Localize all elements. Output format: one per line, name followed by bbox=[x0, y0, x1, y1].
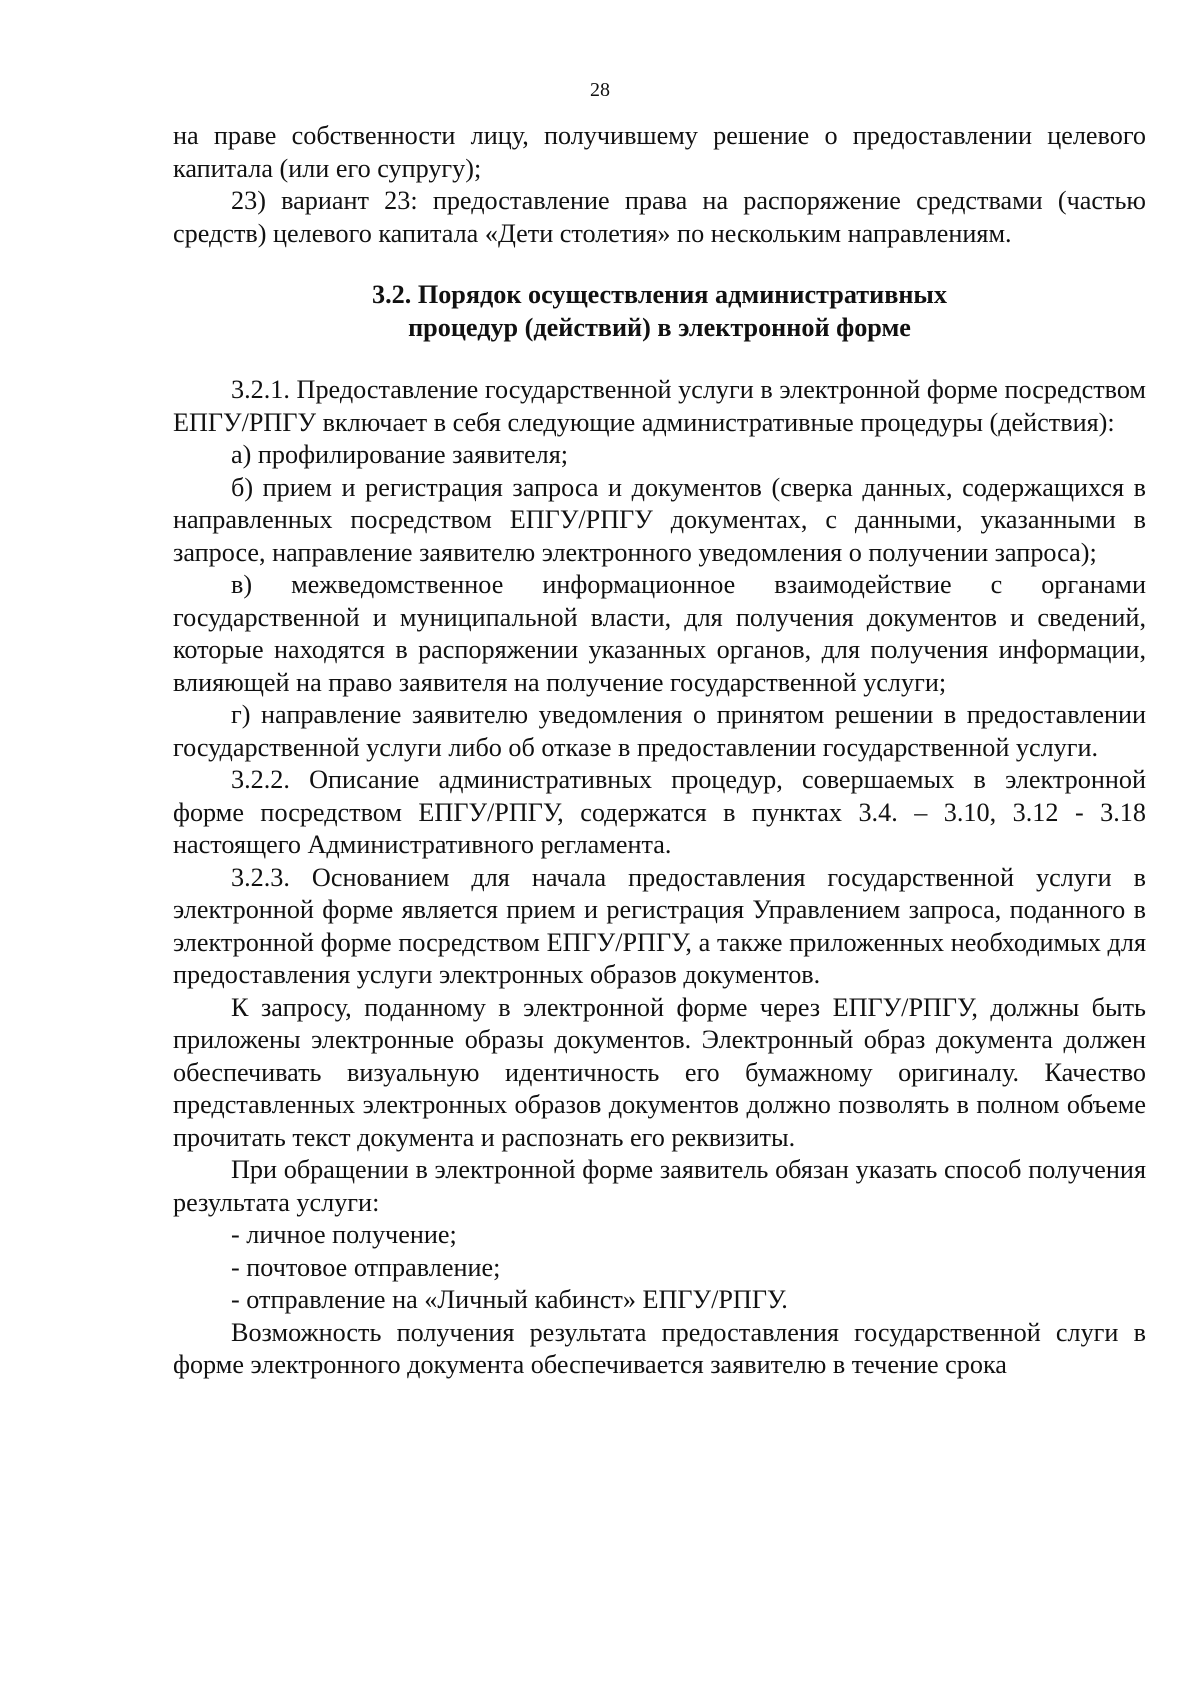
result-method-cabinet: - отправление на «Личный кабинст» ЕПГУ/РПГУ. bbox=[231, 1285, 788, 1314]
paragraph-obligation: При обращении в электронной форме заявитель обязан указать способ получения результата услуги: bbox=[173, 1155, 1146, 1217]
list-item-g: г) направление заявителю уведомления о принятом решении в предоставлении государственной услуги либо об отказе в предоставлении государственной услуги. bbox=[173, 700, 1146, 762]
result-method-postal: - почтовое отправление; bbox=[231, 1252, 501, 1282]
paragraph-3-2-2: 3.2.2. Описание административных процедур, совершаемых в электронной форме посредством ЕПГУ/РПГУ, содержатся в пунктах 3.4. – 3.10, 3.12 - 3.18 настоящего Административного регламента. bbox=[173, 765, 1146, 859]
paragraph-continuation: на праве собственности лицу, получившему решение о предоставлении целевого капитала (или его супругу); bbox=[173, 121, 1146, 183]
list-item-v: в) межведомственное информационное взаимодействие с органами государственной и муниципальной власти, для получения документов и сведений, которые находятся в распоряжении указанных органов, для получения информации, влияющей на право заявителя на получение государственной услуги; bbox=[173, 570, 1146, 697]
result-method-personal: - личное получение; bbox=[231, 1220, 457, 1249]
paragraph-request: К запросу, поданному в электронной форме через ЕПГУ/РПГУ, должны быть приложены электронные образы документов. Электронный образ документа должен обеспечивать визуальную идентичность его бумажному оригиналу. Качество представленных электронных образов документов должно позволять в полном объеме прочитать текст документа и распознать его реквизиты. bbox=[173, 992, 1146, 1152]
section-heading-line-1: 3.2. Порядок осуществления административных bbox=[372, 280, 947, 309]
document-body bbox=[173, 120, 1146, 1382]
list-item-b: б) прием и регистрация запроса и документов (сверка данных, содержащихся в направленных посредством ЕПГУ/РПГУ документах, с данными, указанными в запросе, направление заявителю электронного уведомления о получении запроса); bbox=[173, 472, 1146, 567]
paragraph-possibility: Возможность получения результата предоставления государственной слуги в форме электронного документа обеспечивается заявителю в течение срока bbox=[173, 1317, 1146, 1379]
page-number: 28 bbox=[590, 79, 610, 101]
section-heading bbox=[173, 278, 1146, 344]
list-item-a: а) профилирование заявителя; bbox=[231, 440, 569, 469]
section-heading-line-2: процедур (действий) в электронной форме bbox=[408, 313, 911, 342]
paragraph-variant-23: 23) вариант 23: предоставление права на распоряжение средствами (частью средств) целевого капитала «Дети столетия» по нескольким направлениям. bbox=[173, 186, 1146, 248]
paragraph-3-2-1: 3.2.1. Предоставление государственной услуги в электронной форме посредством ЕПГУ/РПГУ включает в себя следующие административные процедуры (действия): bbox=[173, 375, 1146, 437]
paragraph-3-2-3: 3.2.3. Основанием для начала предоставления государственной услуги в электронной форме является прием и регистрация Управлением запроса, поданного в электронной форме посредством ЕПГУ/РПГУ, а также приложенных необходимых для предоставления услуги электронных образов документов. bbox=[173, 862, 1146, 989]
